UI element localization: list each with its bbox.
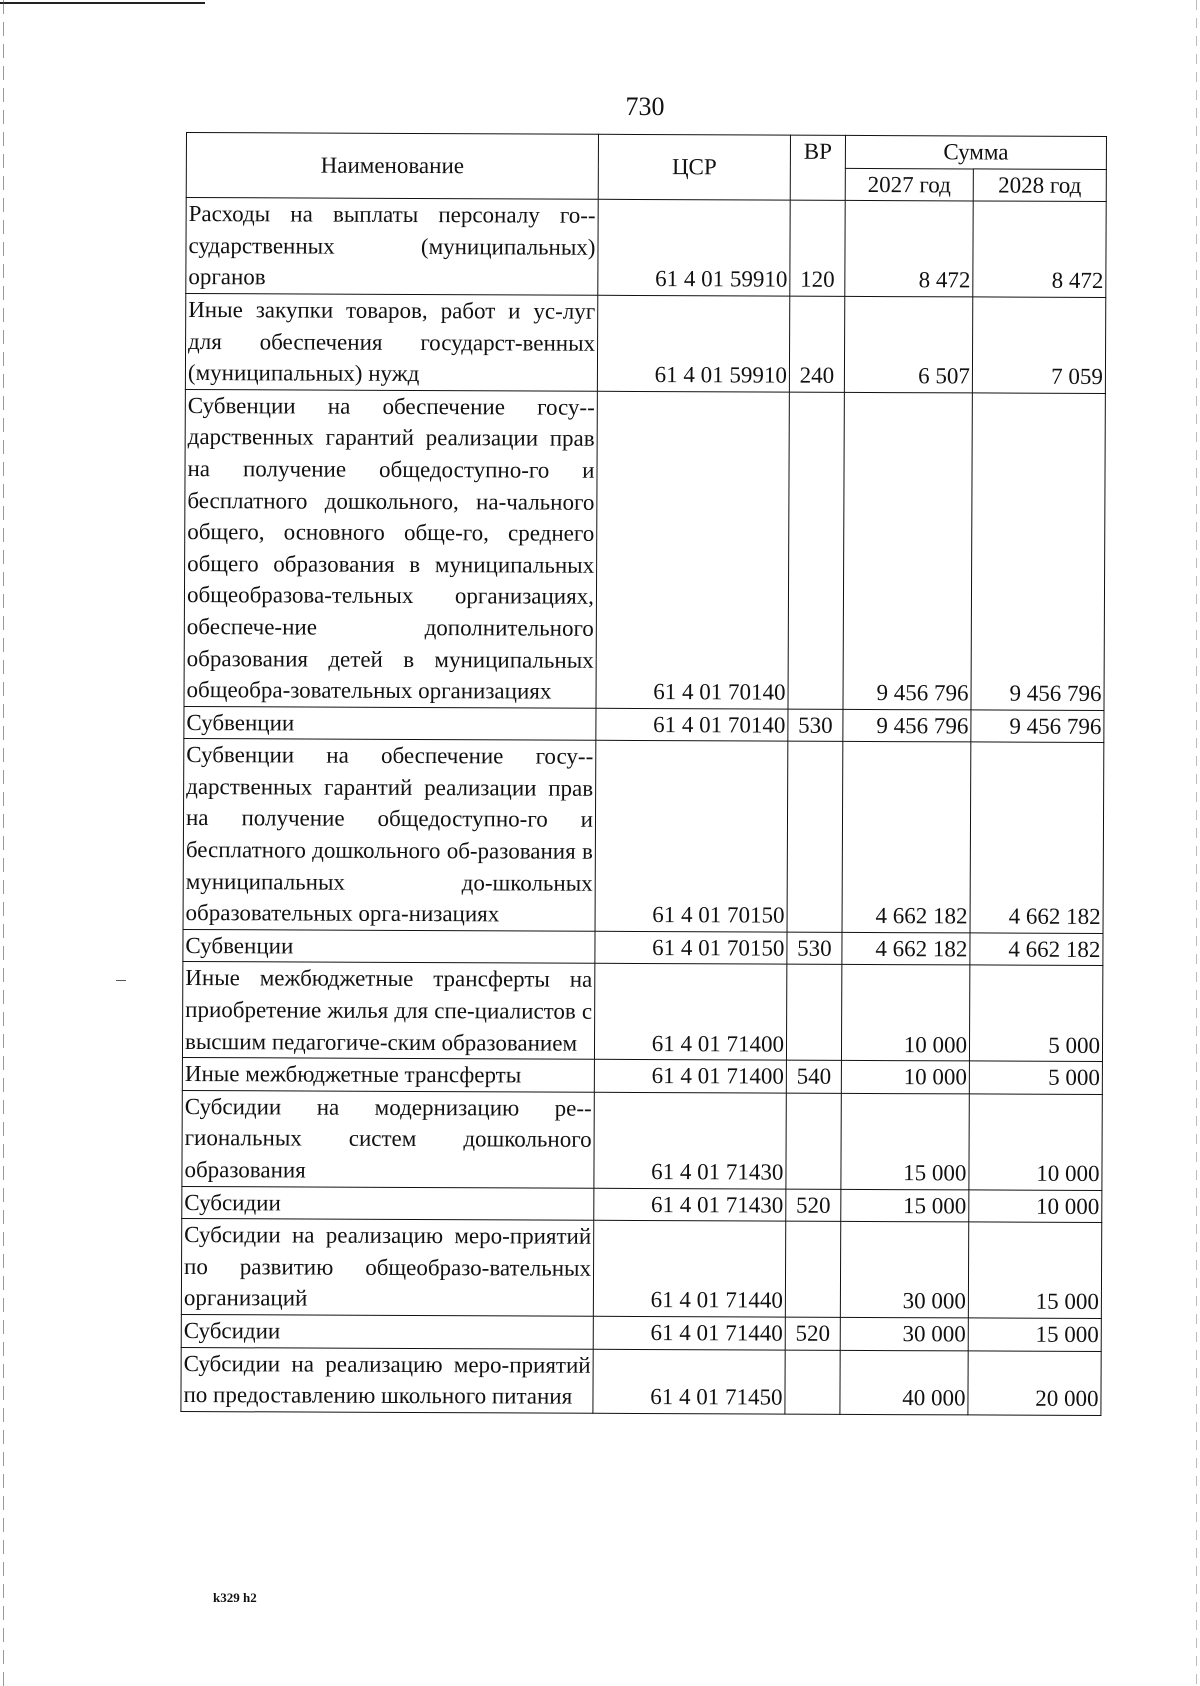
row-sum-2027: 10 000 xyxy=(841,965,969,1061)
table-row xyxy=(183,739,1104,934)
table-row xyxy=(181,1347,1101,1415)
row-csr-code: 61 4 01 70150 xyxy=(595,931,787,964)
row-name: Иные закупки товаров, работ и ус-луг для обеспечения государст-венных (муниципальных) нужд xyxy=(185,293,597,391)
header-name: Наименование xyxy=(186,133,598,200)
row-csr-code: 61 4 01 71440 xyxy=(593,1220,785,1317)
row-csr-code: 61 4 01 71400 xyxy=(594,1060,786,1093)
row-vr-code xyxy=(786,1093,841,1189)
row-csr-code: 61 4 01 71430 xyxy=(594,1092,786,1189)
row-name: Субсидии на модернизацию ре-гиональных систем дошкольного образования xyxy=(182,1090,594,1188)
row-sum-2027: 9 456 796 xyxy=(843,709,971,742)
row-vr-code xyxy=(785,1221,840,1317)
row-sum-2028: 10 000 xyxy=(969,1094,1102,1190)
row-sum-2027: 10 000 xyxy=(841,1061,969,1094)
row-name: Субвенции xyxy=(183,929,595,963)
row-csr-code: 61 4 01 71440 xyxy=(593,1316,785,1349)
row-vr-code: 520 xyxy=(785,1317,840,1350)
page-number: 730 xyxy=(625,92,665,121)
scan-left-edge xyxy=(3,0,4,1686)
row-vr-code xyxy=(785,1350,840,1414)
table-row xyxy=(184,389,1105,710)
row-sum-2027: 4 662 182 xyxy=(842,742,971,933)
row-csr-code: 61 4 01 70150 xyxy=(595,741,788,932)
row-sum-2027: 30 000 xyxy=(840,1222,968,1318)
row-sum-2027: 6 507 xyxy=(844,296,972,392)
table-row xyxy=(182,962,1102,1062)
row-name: Субвенции на обеспечение госу-дарственных гарантий реализации прав на получение общедоступно-го и бесплатного дошкольного, на-чального общего, основного обще-го, среднего общего образования в муниципальных общеобразова-тельных организациях, обеспече-ние дополнительного образования детей в муниципальных общеобра-зовательных организациях xyxy=(184,389,597,708)
row-sum-2028: 20 000 xyxy=(968,1350,1101,1415)
row-vr-code xyxy=(788,392,844,709)
row-vr-code: 520 xyxy=(786,1189,841,1222)
row-sum-2027: 30 000 xyxy=(840,1317,968,1350)
header-csr: ЦСР xyxy=(598,134,790,200)
scan-right-edge xyxy=(1196,0,1197,1686)
row-csr-code: 61 4 01 59910 xyxy=(597,295,789,392)
footer-code: k329 h2 xyxy=(213,1590,257,1605)
row-sum-2028: 8 472 xyxy=(973,201,1106,297)
header-year-2027: 2027 год xyxy=(845,168,973,201)
row-vr-code: 530 xyxy=(787,932,842,965)
row-vr-code: 240 xyxy=(789,296,844,392)
table-header xyxy=(186,133,1106,202)
row-sum-2027: 9 456 796 xyxy=(843,392,972,709)
row-name: Субсидии на реализацию меро-приятий по развитию общеобразо-вательных организаций xyxy=(181,1219,593,1317)
row-name: Иные межбюджетные трансферты xyxy=(182,1058,594,1092)
row-csr-code: 61 4 01 70140 xyxy=(596,391,789,709)
row-sum-2028: 4 662 182 xyxy=(970,742,1104,933)
table-row xyxy=(182,1058,1102,1095)
table-row xyxy=(185,293,1105,393)
row-vr-code: 120 xyxy=(790,200,845,296)
row-csr-code: 61 4 01 71430 xyxy=(594,1188,786,1221)
header-sum: Сумма xyxy=(845,135,1106,169)
row-sum-2027: 40 000 xyxy=(840,1350,968,1415)
row-name: Субвенции на обеспечение госу-дарственных гарантий реализации прав на получение общедоступно-го и бесплатного дошкольного об-разования в муниципальных до-школьных образовательных орга-низациях xyxy=(183,739,596,931)
header-year-2028: 2028 год xyxy=(973,169,1106,202)
row-sum-2028: 9 456 796 xyxy=(971,393,1105,711)
header-vr: ВР xyxy=(790,135,845,200)
row-vr-code: 540 xyxy=(786,1060,841,1093)
row-sum-2028: 15 000 xyxy=(968,1222,1101,1318)
scan-mark xyxy=(116,980,126,981)
row-sum-2028: 4 662 182 xyxy=(970,933,1103,966)
row-name: Субсидии xyxy=(182,1186,594,1220)
row-sum-2028: 9 456 796 xyxy=(971,710,1104,743)
row-vr-code: 530 xyxy=(788,709,843,742)
budget-table xyxy=(180,132,1107,1416)
table-row xyxy=(183,929,1103,966)
table-row xyxy=(181,1219,1101,1319)
row-sum-2028: 5 000 xyxy=(969,1061,1102,1094)
row-sum-2028: 7 059 xyxy=(972,297,1105,393)
table-row xyxy=(182,1186,1102,1223)
table-body xyxy=(181,198,1106,1416)
row-sum-2027: 4 662 182 xyxy=(842,932,970,965)
row-vr-code xyxy=(787,741,843,932)
row-sum-2028: 15 000 xyxy=(968,1318,1101,1351)
table-row xyxy=(182,1090,1102,1190)
row-name: Субсидии на реализацию меро-приятий по предоставлению школьного питания xyxy=(181,1347,593,1413)
table-row xyxy=(184,706,1104,743)
scan-border-line xyxy=(0,2,205,4)
row-csr-code: 61 4 01 71450 xyxy=(593,1349,785,1414)
row-sum-2028: 10 000 xyxy=(969,1190,1102,1223)
row-csr-code: 61 4 01 71400 xyxy=(594,964,786,1061)
row-name: Расходы на выплаты персоналу го-сударственных (муниципальных) органов xyxy=(186,198,598,296)
row-sum-2027: 15 000 xyxy=(841,1093,969,1189)
row-name: Субвенции xyxy=(184,706,596,740)
row-vr-code xyxy=(786,965,841,1061)
row-name: Иные межбюджетные трансферты на приобретение жилья для спе-циалистов с высшим педагогиче-ским образованием xyxy=(182,962,594,1060)
row-sum-2027: 8 472 xyxy=(845,201,973,297)
row-sum-2028: 5 000 xyxy=(969,965,1102,1061)
row-name: Субсидии xyxy=(181,1314,593,1348)
row-sum-2027: 15 000 xyxy=(841,1189,969,1222)
table-row xyxy=(181,1314,1101,1351)
table-row xyxy=(186,198,1106,298)
row-csr-code: 61 4 01 70140 xyxy=(596,708,788,741)
row-csr-code: 61 4 01 59910 xyxy=(598,199,790,296)
